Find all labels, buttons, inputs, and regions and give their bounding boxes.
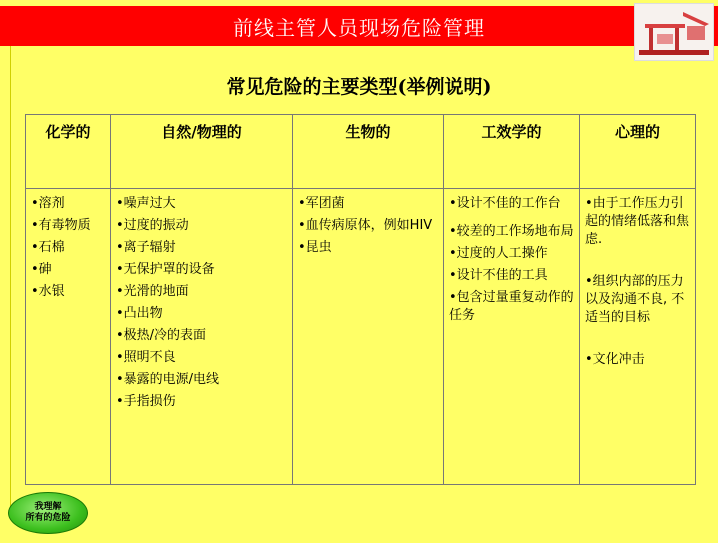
- list-item: •手指损伤: [116, 394, 176, 409]
- list-item: •军团菌: [298, 196, 345, 211]
- table-row: [26, 189, 696, 485]
- column-heading-chemical: 化学的: [26, 115, 111, 189]
- list-item: •砷: [31, 262, 52, 277]
- column-heading-biological: 生物的: [293, 115, 444, 189]
- psychological-hazards-cell: [580, 189, 696, 485]
- list-item: •光滑的地面: [116, 284, 189, 299]
- list-item: •昆虫: [298, 240, 332, 255]
- title-bar: [0, 6, 718, 46]
- column-heading-physical: 自然/物理的: [111, 115, 293, 189]
- company-logo-icon: [634, 3, 714, 61]
- list-item: •包含过量重复动作的任务: [449, 290, 574, 323]
- understand-all-hazards-badge: [8, 492, 88, 534]
- list-item: •过度的振动: [116, 218, 189, 233]
- ergonomic-hazards-cell: [444, 189, 580, 485]
- list-item: •离子辐射: [116, 240, 176, 255]
- left-rule: [10, 46, 11, 516]
- list-item: •极热/冷的表面: [116, 328, 207, 343]
- list-item: •石棉: [31, 240, 65, 255]
- badge-line-2: 所有的危险: [25, 513, 71, 523]
- list-item: •溶剂: [31, 196, 65, 211]
- list-item: •血传病原体，例如HIV: [298, 218, 433, 233]
- list-item: •文化冲击: [585, 352, 645, 367]
- chemical-hazards-cell: [26, 189, 111, 485]
- list-item: •噪声过大: [116, 196, 176, 211]
- list-item: •水银: [31, 284, 65, 299]
- list-item: •暴露的电源/电线: [116, 372, 220, 387]
- physical-hazards-cell: [111, 189, 293, 485]
- list-item: •照明不良: [116, 350, 176, 365]
- biological-hazards-cell: [293, 189, 444, 485]
- list-item: •无保护罩的设备: [116, 262, 215, 277]
- list-item: •设计不佳的工作台: [449, 196, 561, 211]
- list-item: •过度的人工操作: [449, 246, 548, 261]
- list-item: •凸出物: [116, 306, 163, 321]
- slide-subtitle: 常见危险的主要类型(举例说明): [226, 76, 492, 98]
- slide-title: 前线主管人员现场危险管理: [233, 15, 485, 40]
- list-item: •由于工作压力引起的情绪低落和焦虑.: [585, 196, 690, 247]
- table-header-row: [26, 115, 696, 189]
- list-item: •设计不佳的工具: [449, 268, 548, 283]
- column-heading-ergonomic: 工效学的: [444, 115, 580, 189]
- column-heading-psychological: 心理的: [580, 115, 696, 189]
- badge-line-1: 我理解: [34, 502, 62, 512]
- list-item: •有毒物质: [31, 218, 91, 233]
- list-item: •较差的工作场地布局: [449, 224, 574, 239]
- list-item: •组织内部的压力以及沟通不良, 不适当的目标: [585, 274, 685, 325]
- hazard-types-table: [25, 114, 696, 485]
